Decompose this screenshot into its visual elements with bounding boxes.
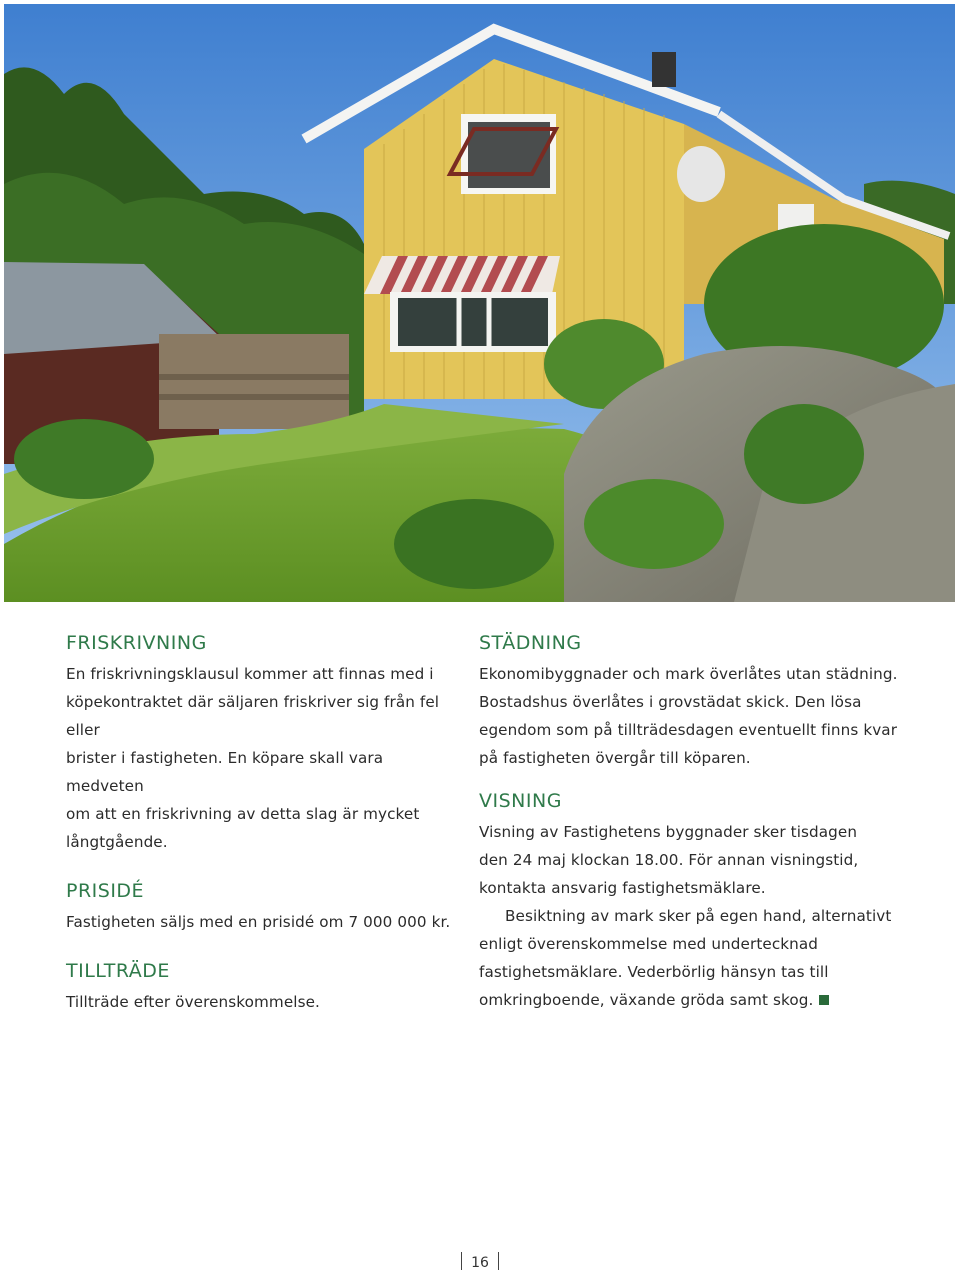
text-line: kontakta ansvarig fastighetsmäklare.: [479, 879, 766, 897]
text-line: fastighetsmäklare. Vederbörlig hänsyn tas till: [479, 963, 829, 981]
text-line: brister i fastigheten. En köpare skall vara medveten: [66, 749, 384, 795]
text-line: om att en friskrivning av detta slag är mycket: [66, 805, 420, 823]
friskrivning-heading: FRISKRIVNING: [66, 632, 207, 654]
friskrivning-text: [66, 660, 456, 856]
text-line: den 24 maj klockan 18.00. För annan visningstid,: [479, 851, 859, 869]
text-line: köpekontraktet där säljaren friskriver sig från fel eller: [66, 693, 440, 739]
left-column: [66, 630, 456, 1016]
text-line: Visning av Fastighetens byggnader sker tisdagen: [479, 823, 858, 841]
text-line: Ekonomibyggnader och mark överlåtes utan städning.: [479, 665, 898, 683]
text-line: Besiktning av mark sker på egen hand, alternativt: [505, 907, 892, 925]
end-mark-square: [819, 995, 829, 1005]
tilltrade-heading: TILLTRÄDE: [66, 960, 170, 982]
tilltrade-text: Tillträde efter överenskommelse.: [66, 993, 320, 1011]
priside-heading: PRISIDÉ: [66, 880, 145, 902]
text-line: En friskrivningsklausul kommer att finnas med i: [66, 665, 434, 683]
text-line: långtgående.: [66, 833, 168, 851]
house-photo: [4, 4, 955, 602]
text-line: omkringboende, växande gröda samt skog.: [479, 991, 814, 1009]
right-column: [479, 630, 899, 1014]
divider: [498, 1252, 499, 1270]
besiktning-text: [479, 902, 899, 1014]
priside-text: Fastigheten säljs med en prisidé om 7 000 000 kr.: [66, 913, 451, 931]
divider: [461, 1252, 462, 1270]
visning-heading: VISNING: [479, 790, 562, 812]
page-number: [0, 1252, 960, 1271]
stadning-heading: STÄDNING: [479, 632, 582, 654]
text-line: Bostadshus överlåtes i grovstädat skick. Den lösa: [479, 693, 862, 711]
stadning-text: [479, 660, 899, 772]
text-line: på fastigheten övergår till köparen.: [479, 749, 751, 767]
visning-text: [479, 818, 899, 902]
page-number-text: 16: [471, 1255, 489, 1271]
text-line: egendom som på tillträdesdagen eventuellt finns kvar: [479, 721, 898, 739]
text-line: enligt överenskommelse med undertecknad: [479, 935, 819, 953]
